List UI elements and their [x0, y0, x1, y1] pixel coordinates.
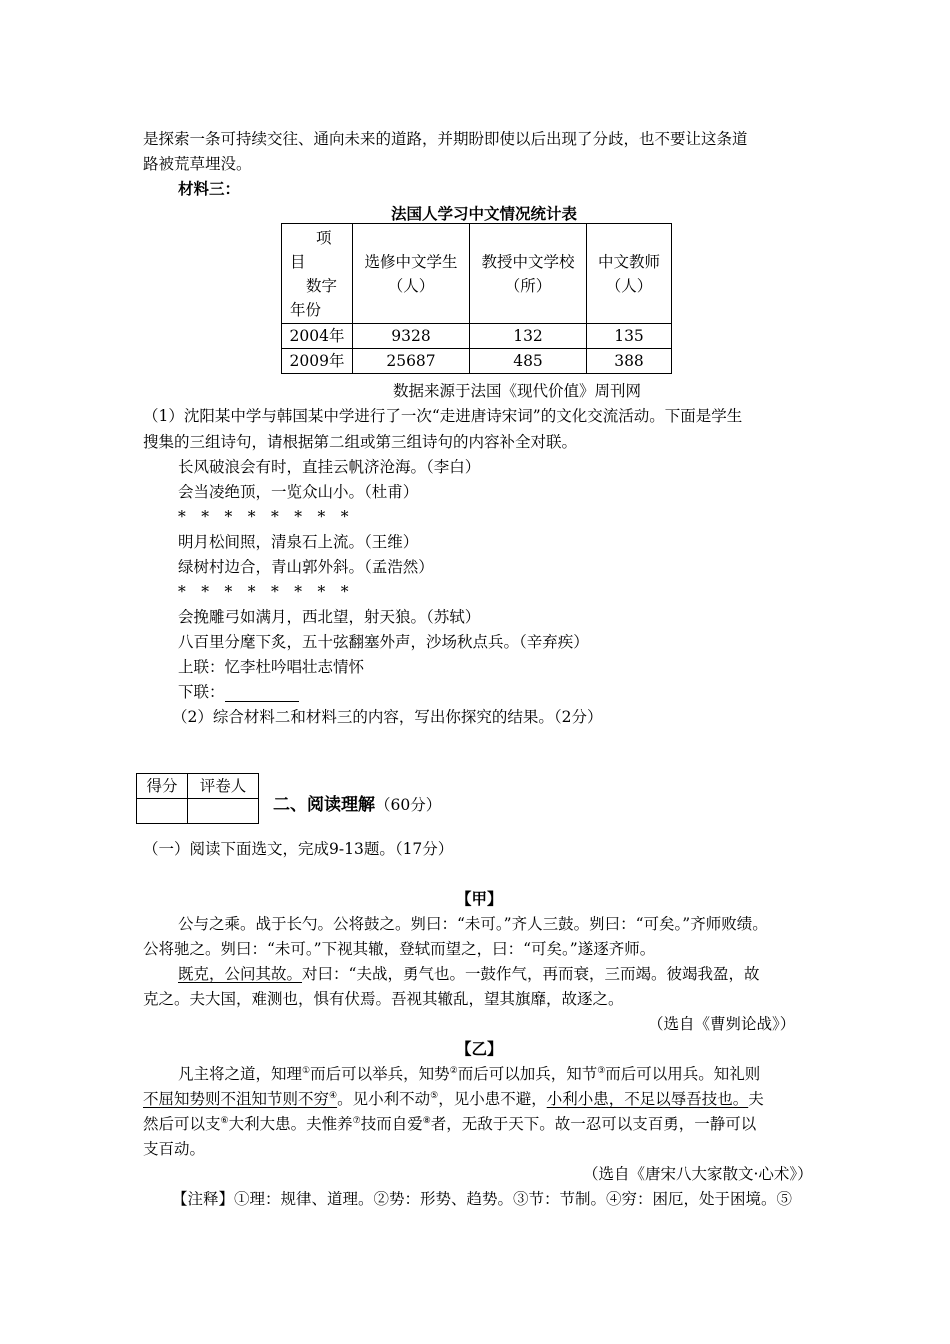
section2-heading: 二、阅读理解（60分） — [273, 795, 442, 815]
jia-source: （选自《曹刿论战》） — [648, 1015, 796, 1033]
score-box — [136, 773, 259, 824]
q1-line-1: （1）沈阳某中学与韩国某中学进行了一次“走进唐诗宋词”的文化交流活动。下面是学生 — [143, 407, 743, 425]
poem-line: 会挽雕弓如满月，西北望，射天狼。（苏轼） — [178, 608, 481, 626]
table-row — [282, 324, 672, 349]
note-marker: ⑧ — [422, 1115, 431, 1126]
yi-line-3: 然后可以支⑥大利大患。夫惟养⑦技而自爱⑧者，无敌于天下。故一忍可以支百勇，一静可以 — [143, 1115, 757, 1133]
table-title: 法国人学习中文情况统计表 — [391, 205, 578, 223]
year-cell: 2009年 — [282, 349, 353, 374]
note-marker: ⑦ — [352, 1115, 361, 1126]
jia-line-3: 既克，公问其故。对曰：“夫战，勇气也。一鼓作气，再而衰，三而竭。彼竭我盈，故 — [178, 965, 760, 983]
note-marker: ⑥ — [220, 1115, 229, 1126]
value-cell: 135 — [587, 324, 672, 349]
yi-line-4: 支百动。 — [143, 1140, 206, 1158]
underlined-sentence: 小利小患，不足以辱吾技也。 — [546, 1090, 749, 1108]
poem-line: 绿树村边合，青山郭外斜。（孟浩然） — [178, 558, 434, 576]
separator-stars: * * * * * * * * — [178, 583, 349, 601]
yi-line-2: 不屈知势则不沮知节则不穷④。见小利不动⑤，见小患不避，小利小患，不足以辱吾技也。夫 — [143, 1090, 764, 1108]
answer-blank[interactable] — [225, 685, 299, 702]
note-marker: ① — [302, 1065, 311, 1076]
value-cell: 132 — [470, 324, 587, 349]
jia-line-1: 公与之乘。战于长勺。公将鼓之。刿曰：“未可。”齐人三鼓。刿曰：“可矣。”齐师败绩。 — [178, 915, 768, 933]
q1-line-2: 搜集的三组诗句，请根据第二组或第三组诗句的内容补全对联。 — [143, 433, 578, 451]
poem-line: 明月松间照，清泉石上流。（王维） — [178, 533, 419, 551]
poem-line: 长风破浪会有时，直挂云帆济沧海。（李白） — [178, 458, 481, 476]
grader-label: 评卷人 — [188, 774, 259, 799]
poem-line: 八百里分麾下炙，五十弦翻塞外声，沙场秋点兵。（辛弃疾） — [178, 633, 589, 651]
underlined-sentence: 既克，公问其故。 — [178, 965, 303, 983]
stats-table — [281, 223, 672, 374]
separator-stars: * * * * * * * * — [178, 508, 349, 526]
header-teachers: 中文教师 （人） — [587, 224, 672, 324]
yi-title: 【乙】 — [456, 1040, 503, 1058]
year-cell: 2004年 — [282, 324, 353, 349]
poem-line: 会当凌绝顶，一览众山小。（杜甫） — [178, 483, 419, 501]
score-label: 得分 — [137, 774, 188, 799]
notes-line: 【注释】①理：规律、道理。②势：形势、趋势。③节：节制。④穷：困厄，处于困境。⑤ — [172, 1190, 793, 1208]
table-source: 数据来源于法国《现代价值》周刊网 — [393, 382, 642, 400]
yi-source: （选自《唐宋八大家散文·心术》） — [583, 1165, 813, 1183]
material3-label: 材料三： — [178, 180, 241, 198]
q2-line: （2）综合材料二和材料三的内容，写出你探究的结果。（2分） — [172, 708, 603, 726]
jia-line-2: 公将驰之。刿曰：“未可。”下视其辙，登轼而望之，曰：“可矣。”遂逐齐师。 — [143, 940, 656, 958]
jia-title: 【甲】 — [456, 890, 503, 908]
note-marker: ③ — [597, 1065, 606, 1076]
value-cell: 388 — [587, 349, 672, 374]
value-cell: 25687 — [353, 349, 470, 374]
value-cell: 9328 — [353, 324, 470, 349]
table-row — [282, 349, 672, 374]
value-cell: 485 — [470, 349, 587, 374]
underlined-sentence: 不屈知势则不沮知节则不穷④ — [143, 1090, 338, 1108]
score-field[interactable] — [137, 799, 188, 824]
intro-line-2: 路被荒草埋没。 — [143, 155, 252, 173]
yi-line-1: 凡主将之道，知理①而后可以举兵，知势②而后可以加兵，知节③而后可以用兵。知礼则 — [178, 1065, 761, 1083]
grader-field[interactable] — [188, 799, 259, 824]
couplet-lower: 下联： — [178, 680, 299, 702]
intro-line-1: 是探索一条可持续交往、通向未来的道路，并期盼即使以后出现了分歧，也不要让这条道 — [143, 130, 748, 148]
table-corner-cell: 项 目 数字 年份 — [282, 224, 353, 324]
note-marker: ② — [449, 1065, 458, 1076]
part1-instructions: （一）阅读下面选文，完成9-13题。（17分） — [143, 840, 454, 858]
header-schools: 教授中文学校 （所） — [470, 224, 587, 324]
header-students: 选修中文学生 （人） — [353, 224, 470, 324]
couplet-upper: 上联：忆李杜吟唱壮志情怀 — [178, 658, 365, 676]
note-marker: ⑤ — [430, 1090, 439, 1101]
jia-line-4: 克之。夫大国，难测也，惧有伏焉。吾视其辙乱，望其旗靡，故逐之。 — [143, 990, 624, 1008]
